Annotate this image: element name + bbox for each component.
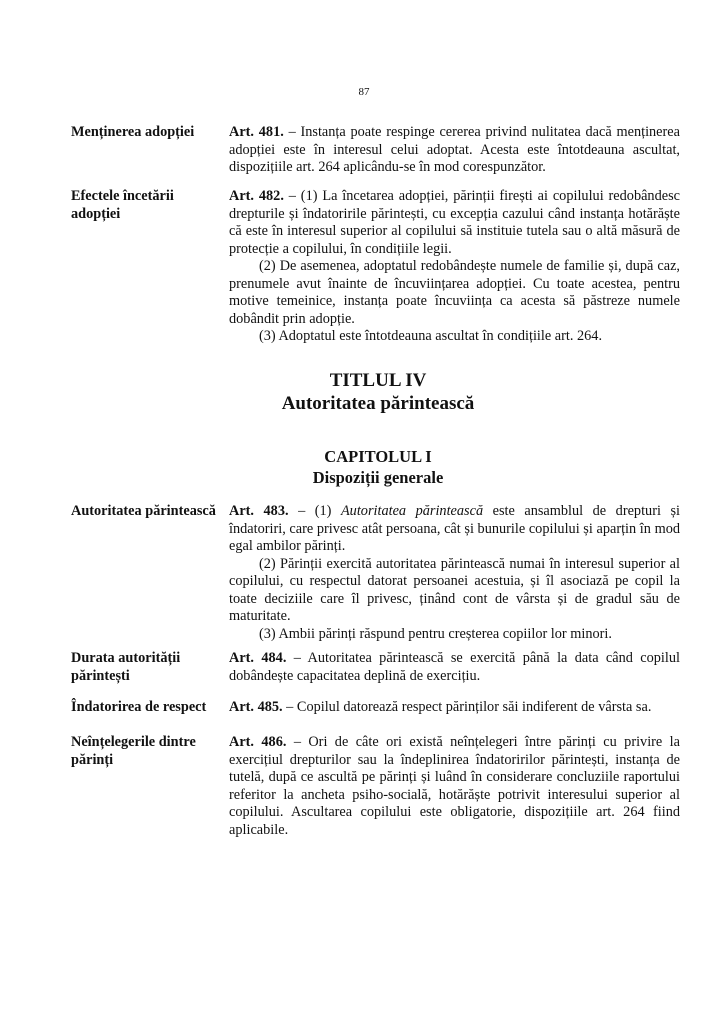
article-number: Art. 481. [229, 124, 284, 140]
title-name: Autoritatea părintească [281, 393, 475, 414]
side-heading: Durata autorității părintești [71, 650, 181, 684]
article-number: Art. 486. [229, 734, 287, 750]
defined-term: Autoritatea părintească [340, 503, 484, 519]
article-number: Art. 483. [229, 503, 289, 519]
paragraph: (2) De asemenea, adoptatul redobândește numele de familie și, după caz, prenumele avut înainte de încuviințarea adopției. Cu toate acestea, pentru motive temeinice, instanța poate încuviința ca acesta să păstreze numele dobândit prin adopție. [229, 258, 680, 327]
paragraph-text: – (1) La încetarea adopției, părinții firești ai copilului redobândesc drepturile și îndatoririle părintești, cu excepția cazului când instanța hotărăște că este în interesul superior al copilului să instituie tutela sau o altă măsură de protecție a copilului, în condițiile legii. [229, 188, 680, 257]
article-text [229, 734, 680, 839]
chapter-heading: CAPITOLUL I [324, 447, 432, 466]
paragraph-text: – Copilul datorează respect părinților săi indiferent de vârsta sa. [282, 699, 652, 715]
paragraph [229, 734, 680, 839]
paragraph: (3) Adoptatul este întotdeauna ascultat în condițiile art. 264. [259, 328, 603, 344]
paragraph-text: – Autoritatea părintească se exercită până la data când copilul dobândește capacitatea deplină de exercițiu. [229, 650, 680, 684]
chapter-name: Dispoziții generale [312, 468, 444, 487]
article-text [229, 188, 680, 346]
side-heading: Menținerea adopției [71, 124, 195, 140]
paragraph [229, 650, 680, 685]
paragraph-text: – Instanța poate respinge cererea privind nulitatea dacă menținerea adopției este în interesul celui adoptat. Acesta este întotdeauna ascultat, dispozițiile art. 264 aplicându-se în mod corespunzător. [229, 124, 680, 175]
article-text [229, 503, 680, 643]
article-text [229, 650, 680, 685]
title-heading: TITLUL IV [329, 370, 427, 391]
paragraph [229, 188, 680, 258]
article-number: Art. 482. [229, 188, 284, 204]
side-heading: Efectele încetării adopției [71, 188, 174, 222]
article-text [229, 699, 680, 717]
article-number: Art. 485. [229, 699, 283, 715]
page-number: 87 [358, 86, 370, 98]
side-heading: Îndatorirea de respect [71, 699, 207, 715]
paragraph-text: – Ori de câte ori există neînțelegeri între părinți cu privire la exercițiul drepturilor sau la îndeplinirea îndatoririlor părintești, instanța de tutelă, după ce ascultă pe părinți și luând în considerare concluziile raportului referitor la ancheta psiho-socială, hotărăște potrivit interesului superior al copilului. Ascultarea copilului este obligatorie, dispozițiile art. 264 fiind aplicabile. [229, 734, 680, 838]
paragraph [229, 124, 680, 177]
paragraph: (3) Ambii părinți răspund pentru creșterea copiilor lor minori. [259, 625, 612, 642]
article-number: Art. 484. [229, 650, 287, 666]
side-heading: Autoritatea părintească [71, 503, 216, 519]
article-text [229, 124, 680, 177]
paragraph-text: este ansamblul de drepturi și îndatoriri, care privesc atât persoana, cât și bunurile copilului și aparțin în mod egal ambilor părinți. [229, 503, 680, 554]
paragraph [229, 503, 680, 556]
paragraph [229, 699, 680, 717]
paragraph-text: – (1) [288, 503, 341, 519]
paragraph: (2) Părinții exercită autoritatea părintească numai în interesul superior al copilului, cu respectul datorat persoanei acestuia, și îl asociază pe copil la toate deciziile care îl privesc, ținând cont de vârsta și de gradul său de maturitate. [229, 555, 680, 624]
side-heading: Neînțelegerile dintre părinți [71, 734, 196, 768]
